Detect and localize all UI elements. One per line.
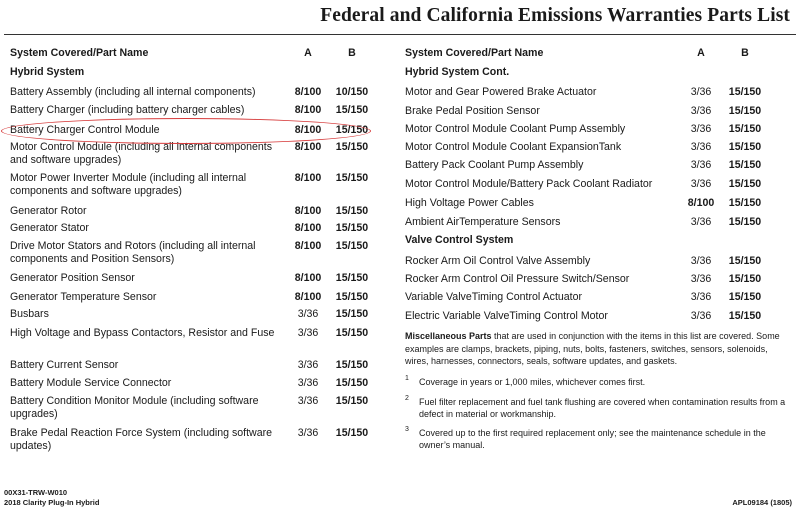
part-name: Electric Variable ValveTiming Control Motor <box>405 310 608 322</box>
coverage-a: 8/100 <box>294 291 322 303</box>
part-name: Battery Module Service Connector <box>10 377 172 389</box>
coverage-a: 8/100 <box>294 141 322 153</box>
part-name: High Voltage Power Cables <box>405 197 534 209</box>
coverage-a: 3/36 <box>690 105 712 117</box>
part-name: Drive Motor Stators and Rotors (including all internal components and Position Sensors) <box>10 240 256 265</box>
coverage-b: 15/150 <box>335 359 369 371</box>
coverage-b: 15/150 <box>728 123 762 135</box>
footer-doc-id: APL09184 (1805) <box>732 498 792 507</box>
coverage-a: 3/36 <box>690 123 712 135</box>
header-part-name: System Covered/Part Name <box>405 47 544 59</box>
part-name: Battery Condition Monitor Module (including software upgrades) <box>10 395 259 420</box>
coverage-a: 3/36 <box>690 255 712 267</box>
coverage-b: 15/150 <box>728 273 762 285</box>
document-title: Federal and California Emissions Warranties Parts List <box>320 5 790 26</box>
coverage-b: 15/150 <box>335 222 369 234</box>
coverage-a: 8/100 <box>294 272 322 284</box>
coverage-a: 3/36 <box>297 359 319 371</box>
section-title: Valve Control System <box>405 234 514 246</box>
coverage-b: 15/150 <box>335 172 369 184</box>
part-name: Battery Assembly (including all internal components) <box>10 86 256 98</box>
coverage-b: 15/150 <box>335 377 369 389</box>
part-name: Ambient AirTemperature Sensors <box>405 216 561 228</box>
coverage-a: 3/36 <box>690 86 712 98</box>
header-a: A <box>697 47 705 59</box>
part-name: Battery Charger (including battery charger cables) <box>10 104 245 116</box>
coverage-a: 8/100 <box>294 172 322 184</box>
part-name: Brake Pedal Reaction Force System (including software updates) <box>10 427 273 452</box>
coverage-b: 15/150 <box>335 272 369 284</box>
part-name: Motor Control Module Coolant Pump Assembly <box>405 123 626 135</box>
coverage-a: 3/36 <box>297 395 319 407</box>
coverage-b: 15/150 <box>335 104 369 116</box>
coverage-b: 15/150 <box>335 395 369 407</box>
coverage-b: 15/150 <box>335 141 369 153</box>
part-name: Motor Control Module/Battery Pack Coolant Radiator <box>405 178 653 190</box>
coverage-a: 3/36 <box>297 377 319 389</box>
coverage-a: 3/36 <box>690 159 712 171</box>
highlight-oval <box>1 118 371 144</box>
coverage-a: 8/100 <box>294 222 322 234</box>
part-name: Busbars <box>10 308 49 320</box>
header-part-name: System Covered/Part Name <box>10 47 149 59</box>
coverage-b: 15/150 <box>728 310 762 322</box>
coverage-a: 3/36 <box>297 427 319 439</box>
coverage-b: 15/150 <box>728 255 762 267</box>
coverage-a: 3/36 <box>690 216 712 228</box>
coverage-b: 15/150 <box>728 178 762 190</box>
part-name: Battery Charger Control Module <box>10 124 160 136</box>
part-name: Generator Stator <box>10 222 89 234</box>
coverage-a: 8/100 <box>294 240 322 252</box>
coverage-a: 3/36 <box>690 273 712 285</box>
coverage-b: 15/150 <box>728 159 762 171</box>
footnote-number: 2 <box>405 395 409 402</box>
coverage-a: 8/100 <box>687 197 715 209</box>
coverage-a: 3/36 <box>297 308 319 320</box>
footnote-text: Fuel filter replacement and fuel tank flushing are covered when contamination results from a defect in material or workmanship. <box>419 397 786 419</box>
footer-model: 2018 Clarity Plug-In Hybrid <box>4 498 100 507</box>
coverage-a: 3/36 <box>690 291 712 303</box>
coverage-b: 15/150 <box>335 291 369 303</box>
part-name: Motor Control Module (including all internal components and software upgrades) <box>10 141 273 166</box>
coverage-a: 3/36 <box>690 141 712 153</box>
header-b: B <box>741 47 749 59</box>
coverage-b: 15/150 <box>728 291 762 303</box>
title-rule <box>4 34 796 35</box>
part-name: Variable ValveTiming Control Actuator <box>405 291 583 303</box>
coverage-a: 3/36 <box>690 178 712 190</box>
part-name: Generator Rotor <box>10 205 87 217</box>
misc-heading: Miscellaneous Parts <box>405 331 492 341</box>
coverage-a: 8/100 <box>294 205 322 217</box>
part-name: Motor Power Inverter Module (including all internal components and software upgrades) <box>10 172 247 197</box>
coverage-b: 15/150 <box>335 124 369 136</box>
part-name: Motor and Gear Powered Brake Actuator <box>405 86 597 98</box>
part-name: High Voltage and Bypass Contactors, Resistor and Fuse <box>10 327 275 339</box>
section-title: Hybrid System <box>10 66 85 78</box>
part-name: Battery Pack Coolant Pump Assembly <box>405 159 584 171</box>
part-name: Battery Current Sensor <box>10 359 119 371</box>
coverage-b: 10/150 <box>335 86 369 98</box>
footer-code: 00X31-TRW-W010 <box>4 488 68 497</box>
coverage-b: 15/150 <box>335 240 369 252</box>
miscellaneous-parts-note <box>405 330 790 368</box>
coverage-b: 15/150 <box>728 105 762 117</box>
misc-text: that are used in conjunction with the items in this list are covered. Some examples are clamps, brackets, piping, nuts, bolts, fasteners, switches, sensors, solenoids, wires, harnesses, connectors, seals, software updates, and gaskets. <box>405 331 780 367</box>
section-title: Hybrid System Cont. <box>405 66 510 78</box>
coverage-b: 15/150 <box>335 427 369 439</box>
part-name: Rocker Arm Oil Control Valve Assembly <box>405 255 591 267</box>
coverage-b: 15/150 <box>335 308 369 320</box>
part-name: Brake Pedal Position Sensor <box>405 105 540 117</box>
coverage-b: 15/150 <box>728 216 762 228</box>
coverage-a: 8/100 <box>294 86 322 98</box>
coverage-a: 8/100 <box>294 104 322 116</box>
coverage-b: 15/150 <box>335 205 369 217</box>
part-name: Rocker Arm Control Oil Pressure Switch/Sensor <box>405 273 630 285</box>
footnote-number: 1 <box>405 375 409 382</box>
header-b: B <box>348 47 356 59</box>
footnote-text: Covered up to the first required replacement only; see the maintenance schedule in the owner’s manual. <box>419 428 766 450</box>
footnote-number: 3 <box>405 426 409 433</box>
part-name: Generator Position Sensor <box>10 272 135 284</box>
part-name: Generator Temperature Sensor <box>10 291 157 303</box>
coverage-a: 3/36 <box>690 310 712 322</box>
coverage-a: 3/36 <box>297 327 319 339</box>
footnote-text: Coverage in years or 1,000 miles, whichever comes first. <box>419 377 646 387</box>
coverage-b: 15/150 <box>728 141 762 153</box>
coverage-b: 15/150 <box>335 327 369 339</box>
header-a: A <box>304 47 312 59</box>
coverage-b: 15/150 <box>728 86 762 98</box>
coverage-b: 15/150 <box>728 197 762 209</box>
coverage-a: 8/100 <box>294 124 322 136</box>
part-name: Motor Control Module Coolant ExpansionTank <box>405 141 622 153</box>
